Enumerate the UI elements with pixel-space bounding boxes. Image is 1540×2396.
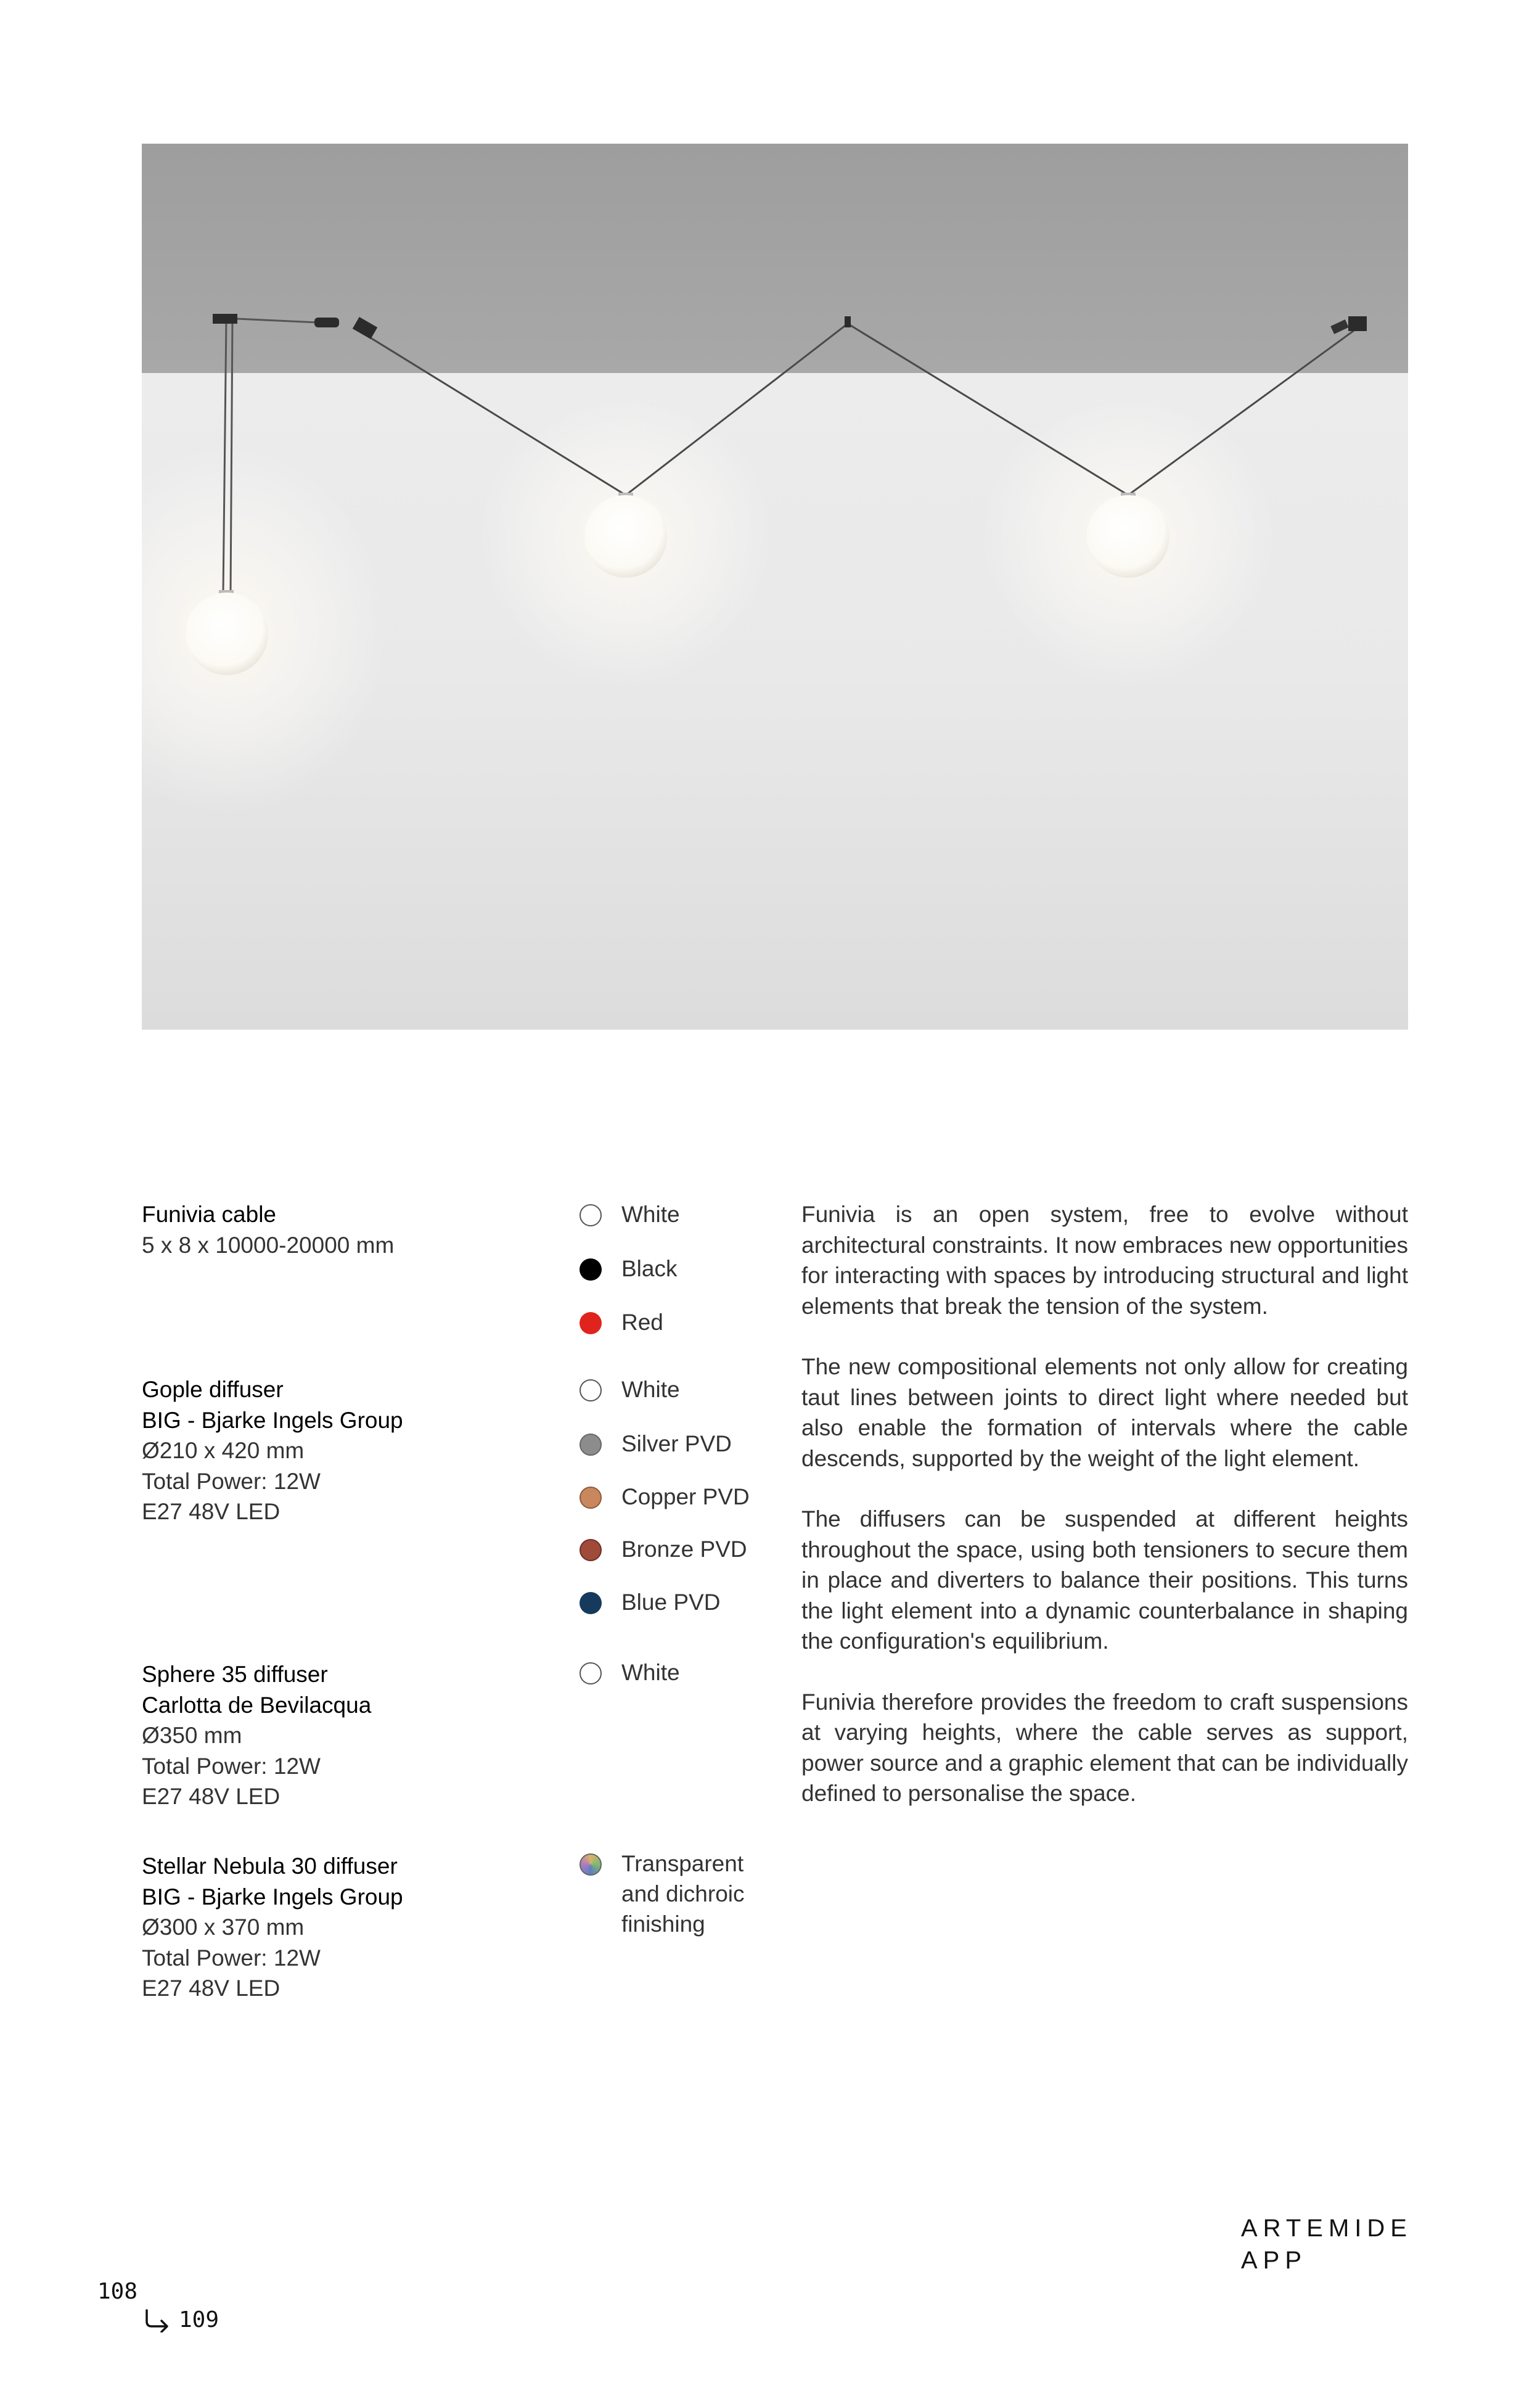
spec-line: Ø350 mm [142, 1723, 242, 1748]
finish-blue-pvd [580, 1587, 763, 1617]
finish-bronze-pvd [580, 1534, 763, 1564]
brand-subname: APP [1241, 2247, 1308, 2274]
finish-silver-pvd [580, 1429, 763, 1459]
color-swatch [580, 1853, 602, 1876]
finish-label: White [621, 1202, 680, 1227]
color-swatch [580, 1539, 602, 1561]
brand-name: ARTEMIDE [1241, 2215, 1412, 2242]
spec-line: E27 48V LED [142, 1975, 281, 2001]
finish-label: Bronze PVD [621, 1536, 747, 1562]
color-swatch [580, 1258, 602, 1281]
color-swatch [580, 1434, 602, 1456]
spec-line: Total Power: 12W [142, 1945, 321, 1971]
color-swatch [580, 1662, 602, 1684]
color-swatch [580, 1487, 602, 1509]
spec-designer: Carlotta de Bevilacqua [142, 1692, 372, 1718]
finish-white [580, 1374, 763, 1405]
spec-line: Ø210 x 420 mm [142, 1438, 305, 1463]
finish-black [580, 1253, 763, 1284]
product-description [801, 1199, 1408, 1839]
spec-stellar-nebula-30-diffuser [142, 1851, 403, 2004]
finish-label: Black [621, 1256, 678, 1281]
next-page-link[interactable] [143, 2307, 219, 2334]
finish-copper-pvd [580, 1482, 763, 1512]
finish-label: Silver PVD [621, 1431, 732, 1456]
finish-dichroic [580, 1848, 763, 1939]
spec-sphere-35-diffuser [142, 1659, 371, 1812]
spec-name: Gople diffuser [142, 1377, 284, 1402]
spec-line: 5 x 8 x 10000-20000 mm [142, 1232, 395, 1258]
color-swatch [580, 1312, 602, 1334]
color-swatch [580, 1204, 602, 1226]
spec-line: Total Power: 12W [142, 1468, 321, 1494]
finish-label: Transparent and dichroic finishing [621, 1851, 745, 1937]
description-paragraph: The new compositional elements not only allow for creating taut lines between joints to direct light where needed but also enable the formation of intervals where the cable descends, supported by the weight of the light element. [801, 1354, 1408, 1471]
finish-white [580, 1199, 763, 1229]
finish-red [580, 1307, 763, 1337]
product-photo [142, 144, 1408, 1030]
description-paragraph: Funivia therefore provides the freedom to craft suspensions at varying heights, where the cable serves as support, power source and a graphic element that can be individually defined to personalise the space. [801, 1689, 1408, 1806]
turn-right-arrow-icon [143, 2308, 171, 2332]
spec-name: Stellar Nebula 30 diffuser [142, 1853, 398, 1879]
spec-designer: BIG - Bjarke Ingels Group [142, 1884, 403, 1910]
spec-name: Sphere 35 diffuser [142, 1662, 328, 1687]
finish-white [580, 1657, 763, 1688]
finish-label: Copper PVD [621, 1484, 750, 1509]
next-page-number: 109 [179, 2307, 219, 2332]
spec-designer: BIG - Bjarke Ingels Group [142, 1407, 403, 1433]
color-swatch [580, 1592, 602, 1614]
product-photo-illustration [142, 144, 1408, 1030]
finish-label: White [621, 1377, 680, 1402]
spec-line: E27 48V LED [142, 1784, 281, 1809]
page-number: 108 [97, 2279, 138, 2304]
spec-line: Total Power: 12W [142, 1753, 321, 1779]
description-paragraph: Funivia is an open system, free to evolve without architectural constraints. It now embraces new opportunities for interacting with spaces by introducing structural and light elements that break the tension of the system. [801, 1202, 1408, 1319]
spec-gople-diffuser [142, 1374, 403, 1527]
finish-label: Blue PVD [621, 1590, 721, 1615]
spec-line: E27 48V LED [142, 1499, 281, 1524]
spec-line: Ø300 x 370 mm [142, 1914, 305, 1940]
brand-mark [1241, 2212, 1412, 2276]
spec-funivia-cable [142, 1199, 394, 1260]
color-swatch [580, 1379, 602, 1401]
finish-label: White [621, 1660, 680, 1685]
finish-label: Red [621, 1310, 663, 1335]
spec-name: Funivia cable [142, 1202, 277, 1227]
description-paragraph: The diffusers can be suspended at different heights throughout the space, using both tensioners to secure them in place and diverters to balance their positions. This turns the light element into a dynamic counterbalance in shaping the configuration's equilibrium. [801, 1506, 1408, 1654]
